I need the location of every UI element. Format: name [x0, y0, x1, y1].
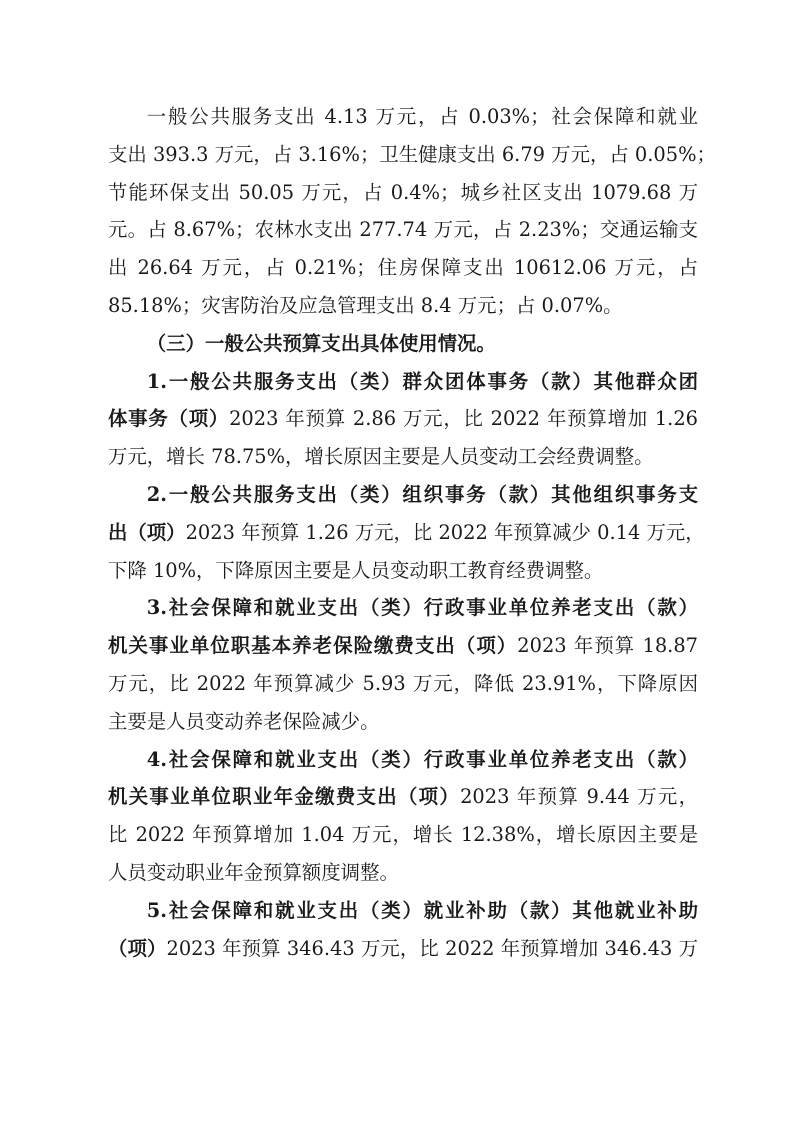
text-line: 万元，比 2022 年预算减少 5.93 万元，降低 23.91%，下降原因 — [108, 671, 698, 695]
text-line: 支出 393.3 万元，占 3.16%；卫生健康支出 6.79 万元，占 0.05%； — [108, 142, 716, 166]
section-heading: （三）一般公共预算支出具体使用情况。 — [146, 331, 496, 355]
item-heading: 4.社会保障和就业支出（类）行政事业单位养老支出（款） — [146, 747, 698, 771]
paragraph-expenditure-breakdown — [108, 98, 716, 325]
item-heading-cont: 机关事业单位职基本养老保险缴费支出（项） — [108, 634, 518, 658]
text-line: 人员变动职业年金预算额度调整。 — [108, 860, 399, 884]
item-heading-cont: 体事务（项） — [108, 407, 230, 431]
item-2 — [108, 476, 705, 589]
item-heading: 5.社会保障和就业支出（类）就业补助（款）其他就业补助 — [146, 898, 698, 922]
item-heading: 1.一般公共服务支出（类）群众团体事务（款）其他群众团 — [146, 369, 698, 393]
item-heading-cont: （项） — [108, 936, 167, 960]
item-body: 2023 年预算 346.43 万元，比 2022 年预算增加 346.43 万 — [166, 936, 699, 960]
text-line: 85.18%；灾害防治及应急管理支出 8.4 万元；占 0.07%。 — [108, 293, 623, 317]
item-heading-cont: 机关事业单位职业年金缴费支出（项） — [108, 785, 461, 809]
text-line: 元。占 8.67%；农林水支出 277.74 万元，占 2.23%；交通运输支 — [108, 218, 698, 242]
item-body: 2023 年预算 1.26 万元，比 2022 年预算减少 0.14 万元， — [185, 520, 705, 544]
item-body: 2023 年预算 18.87 — [517, 634, 699, 658]
text-line: 主要是人员变动养老保险减少。 — [108, 709, 380, 733]
text-line — [108, 930, 698, 968]
text-line — [108, 778, 698, 816]
item-heading-cont: 出（项） — [108, 520, 186, 544]
text-line: 节能环保支出 50.05 万元，占 0.4%；城乡社区支出 1079.68 万 — [108, 180, 698, 204]
document-page — [108, 98, 716, 967]
item-heading: 2.一般公共服务支出（类）组织事务（款）其他组织事务支 — [146, 482, 698, 506]
text-line: 下降 10%，下降原因主要是人员变动职工教育经费调整。 — [108, 558, 604, 582]
text-line — [108, 627, 698, 665]
text-line: 一般公共服务支出 4.13 万元，占 0.03%；社会保障和就业 — [146, 105, 698, 128]
text-line: 万元，增长 78.75%，增长原因主要是人员变动工会经费调整。 — [108, 445, 654, 469]
text-line — [108, 400, 698, 438]
text-line — [108, 514, 705, 552]
item-heading: 3.社会保障和就业支出（类）行政事业单位养老支出（款） — [146, 596, 698, 620]
item-1 — [108, 363, 698, 476]
item-body: 2023 年预算 2.86 万元，比 2022 年预算增加 1.26 — [229, 407, 698, 431]
text-line: 出 26.64 万元，占 0.21%；住房保障支出 10612.06 万元，占 — [108, 256, 698, 280]
item-body: 2023 年预算 9.44 万元， — [460, 785, 699, 809]
item-3 — [108, 589, 698, 740]
item-5 — [108, 892, 698, 968]
item-4 — [108, 741, 698, 892]
text-line: 比 2022 年预算增加 1.04 万元，增长 12.38%，增长原因主要是 — [108, 823, 698, 847]
